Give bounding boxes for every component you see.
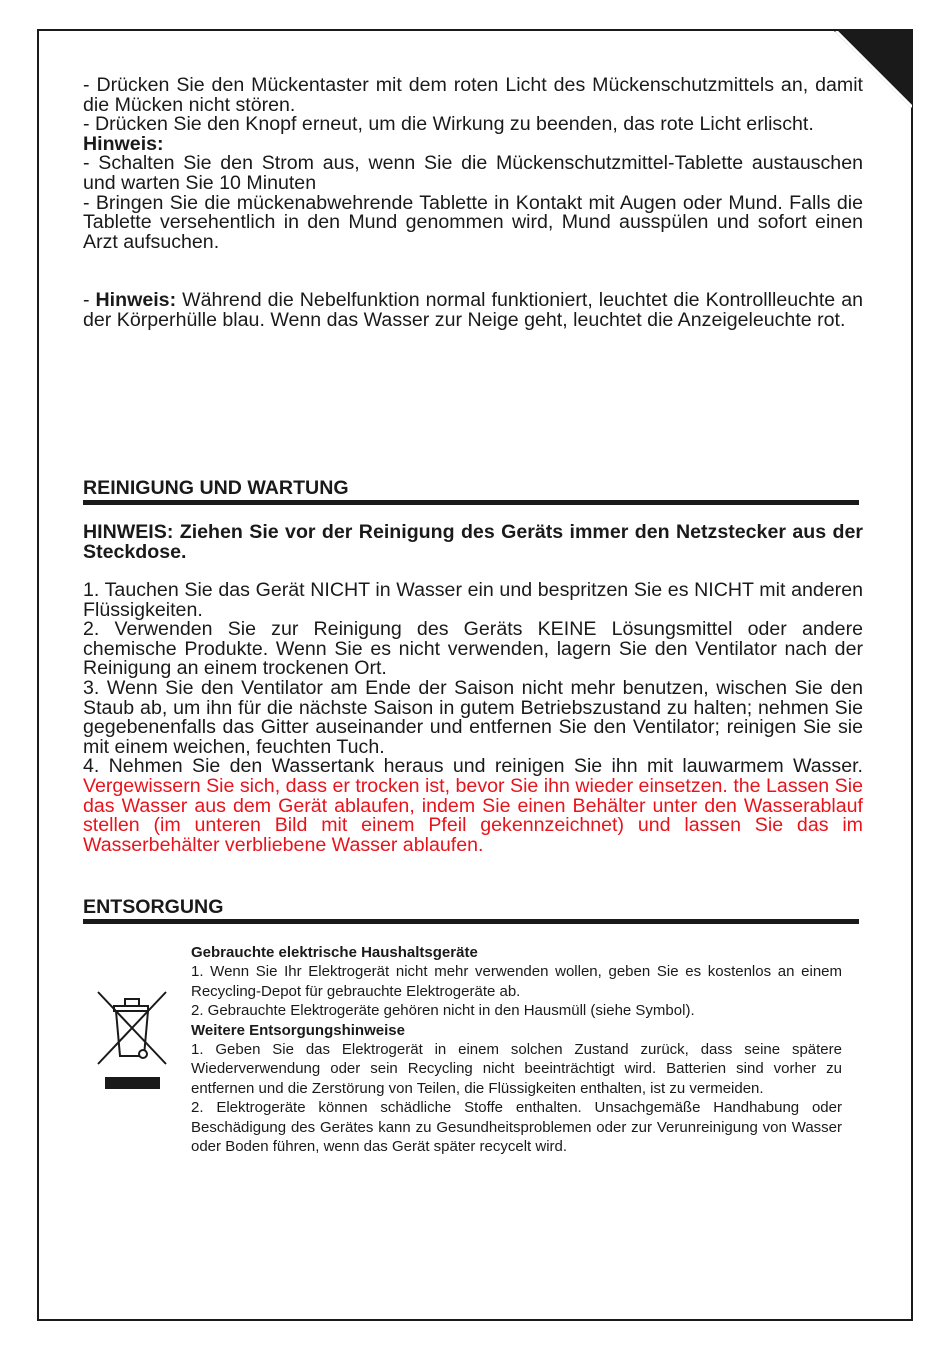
cleaning-item-2: 2. Verwenden Sie zur Reinigung des Geräts KEINE Lösungsmittel oder andere chemische Produkte. Wenn Sie es nicht verwenden, lagern Sie den Ventilator nach der Reinigung an einem trockenen Ort. [83, 618, 863, 680]
note-item-2: - Bringen Sie die mückenabwehrende Tablette in Kontakt mit Augen oder Mund. Falls die Tablette versehentlich in den Mund genommen wird, Mund ausspülen und sofort einen Arzt aufsuchen. [83, 191, 863, 253]
intro-line-2: - Drücken Sie den Knopf erneut, um die Wirkung zu beenden, das rote Licht erlischt. [83, 113, 814, 136]
intro-text [83, 76, 863, 252]
mist-note [83, 291, 863, 330]
mist-note-label: Hinweis: [95, 289, 177, 311]
cleaning-item-4-warning: Vergewissern Sie sich, dass er trocken ist, bevor Sie ihn wieder einsetzen. the Lassen Sie das Wasser aus dem Gerät ablaufen, indem Sie einen Behälter unter den Wasserablauf stellen (im unteren Bild mit einem Pfeil gekennzeichnet) und lassen Sie das im Wasserbehälter verbliebene Wasser ablaufen. [83, 774, 863, 856]
disposal-heading: ENTSORGUNG [83, 897, 859, 924]
disposal-sub1-item-2: 2. Gebrauchte Elektrogeräte gehören nicht in den Hausmüll (siehe Symbol). [191, 1002, 695, 1020]
disposal-sub2: Weitere Entsorgungshinweise [191, 1021, 405, 1039]
crossed-out-wheelie-bin-icon [96, 990, 168, 1066]
cleaning-item-1: 1. Tauchen Sie das Gerät NICHT in Wasser ein und bespritzen Sie es NICHT mit anderen Flüssigkeiten. [83, 579, 863, 621]
cleaning-item-4 [83, 757, 863, 855]
cleaning-item-3: 3. Wenn Sie den Ventilator am Ende der Saison nicht mehr benutzen, wischen Sie den Staub ab, um ihn für die nächste Saison in gutem Betriebszustand zu halten; nehmen Sie gegebenenfalls das Gitter auseinander und entfernen Sie den Ventilator; reinigen Sie sie mit einem weichen, feuchten Tuch. [83, 676, 863, 758]
cleaning-list [83, 581, 863, 855]
cleaning-item-4-text: 4. Nehmen Sie den Wassertank heraus und reinigen Sie ihn mit lauwarmem Wasser. [83, 755, 863, 778]
cleaning-heading: REINIGUNG UND WARTUNG [83, 478, 859, 505]
disposal-sub1: Gebrauchte elektrische Haushaltsgeräte [191, 944, 478, 961]
mist-note-prefix: - [83, 289, 96, 311]
intro-line-1: - Drücken Sie den Mückentaster mit dem roten Licht des Mückenschutzmittels an, damit die Mücken nicht stören. [83, 74, 863, 116]
disposal-sub2-item-2: 2. Elektrogeräte können schädliche Stoffe enthalten. Unsachgemäße Handhabung oder Beschädigung des Gerätes kann zu Gesundheitsproblemen oder zur Verunreinigung von Wasser oder Boden führen, wenn das Gerät später recycelt wird. [191, 1099, 842, 1156]
cleaning-warning: HINWEIS: Ziehen Sie vor der Reinigung des Geräts immer den Netzstecker aus der Steckdose. [83, 521, 863, 563]
disposal-text [191, 943, 842, 1156]
note-item-1: - Schalten Sie den Strom aus, wenn Sie die Mückenschutzmittel-Tablette austauschen und warten Sie 10 Minuten [83, 152, 863, 194]
bin-underline-bar [105, 1077, 160, 1089]
disposal-sub1-item-1: 1. Wenn Sie Ihr Elektrogerät nicht mehr verwenden wollen, geben Sie es kostenlos an einem Recycling-Depot für gebrauchte Elektrogeräte ab. [191, 963, 842, 1000]
mist-note-text: Während die Nebelfunktion normal funktioniert, leuchtet die Kontrollleuchte an der Körperhülle blau. Wenn das Wasser zur Neige geht, leuchtet die Anzeigeleuchte rot. [83, 289, 863, 331]
note-heading: Hinweis: [83, 132, 164, 155]
disposal-sub2-item-1: 1. Geben Sie das Elektrogerät in einem solchen Zustand zurück, dass seine spätere Wiederverwendung oder sein Recycling nicht beeinträchtigt wird. Batterien sind vorher zu entfernen und die Zerstörung von Teilen, die Flüssigkeiten enthalten, ist zu vermeiden. [191, 1041, 842, 1097]
